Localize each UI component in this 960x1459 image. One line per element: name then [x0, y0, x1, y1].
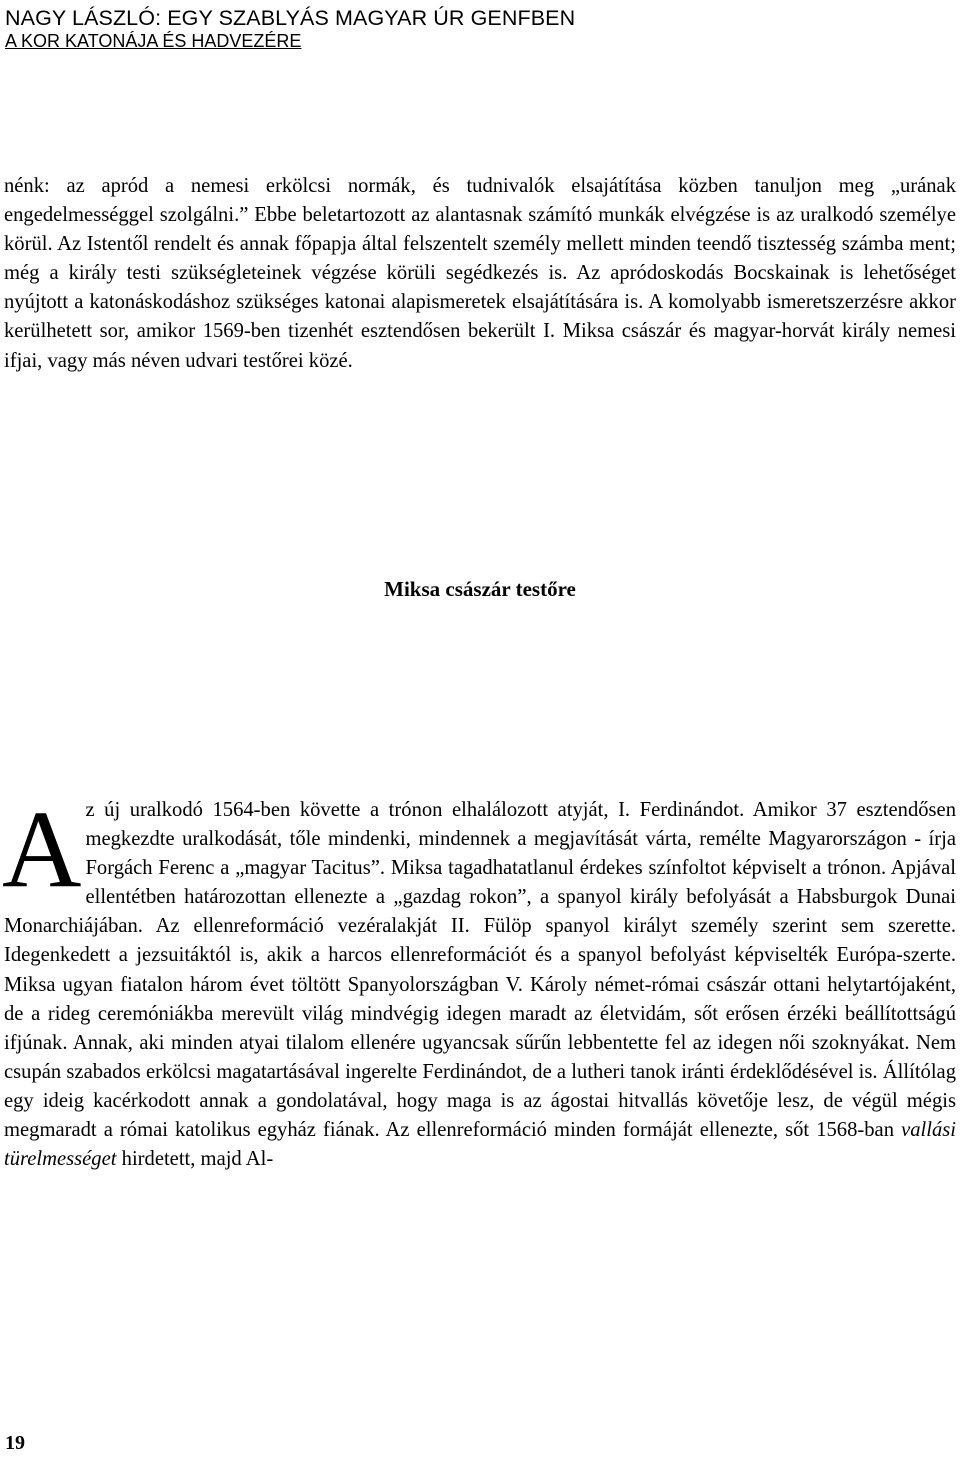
header-subtitle: A KOR KATONÁJA ÉS HADVEZÉRE [5, 31, 302, 52]
header-title: NAGY LÁSZLÓ: EGY SZABLYÁS MAGYAR ÚR GENFBEN [5, 6, 576, 30]
running-header [5, 6, 575, 53]
section-text-end: hirdetett, majd Al- [121, 1148, 274, 1171]
body-paragraph-continued: nénk: az apród a nemesi erkölcsi normák, és tudnivalók elsajátítása közben tanuljon meg „urának engedelmességgel szolgálni.” Ebbe beletartozott az alantasnak számító munkák elvégzése is az uralkodó személye körül. Az Istentől rendelt és annak főpapja által felszentelt személy mellett minden teendő tisztesség számba ment; még a király testi szükségleteinek végzése körüli segédkezés is. Az apródoskodás Bocskainak is lehetőséget nyújtott a katonáskodáshoz szükséges katonai alapismeretek elsajátítására is. A komolyabb ismeretszerzésre akkor kerülhetett sor, amikor 1569-ben tizenhét esztendősen bekerült I. Miksa császár és magyar-horvát király nemesi ifjai, vagy más néven udvari testőrei közé. [4, 175, 956, 372]
page-number: 19 [5, 1432, 25, 1454]
section-heading: Miksa császár testőre [384, 577, 576, 601]
drop-cap: A [2, 788, 82, 910]
section-text-start: z új uralkodó 1564-ben követte a trónon elhalálozott atyját, I. Ferdinándot. Amikor 37 esztendősen megkezdte uralkodását, tőle mindenki, mindennek a megjavítását várta, remélte Magyarországon - írja Forgách Ferenc a „magyar Tacitus”. Miksa tagadhatatlanul érdekes színfoltot képviselt a trónon. Apjával ellentétben határozottan ellenezte a „gazdag rokon”, a spanyol király befolyását a Habsburgok Dunai Monarchiájában. Az ellenreformáció vezéralakját II. Fülöp spanyol királyt személy szerint sem szerette. Idegenkedett a jezsuitáktól is, akik a harcos ellenreformációt és a spanyol befolyást képviselték Európa-szerte. Miksa ugyan fiatalon három évet töltött Spanyolországban V. Károly német-római császár ottani helytartójaként, de a rideg ceremóniákba merevült világ mindvégig idegen maradt az életvidám, sőt erősen érzéki beállítottságú ifjúnak. Annak, aki minden atyai tilalom ellenére ugyancsak sűrűn lebbentette fel az idegen női szoknyákat. Nem csupán szabados erkölcsi magatartásával ingerelte Ferdinándot, de a lutheri tanok iránti érdeklődésével is. Állítólag egy ideig kacérkodott annak a gondolatával, hogy maga is az ágostai hitvallás követője lesz, de végül mégis megmaradt a római katolikus egyház fiának. Az ellenreformáció minden formáját ellenezte, sőt 1568-ban [4, 799, 956, 1142]
emphasized-phrase: vallási türelmességet [4, 1119, 956, 1171]
body-paragraph-section [2, 788, 956, 1174]
